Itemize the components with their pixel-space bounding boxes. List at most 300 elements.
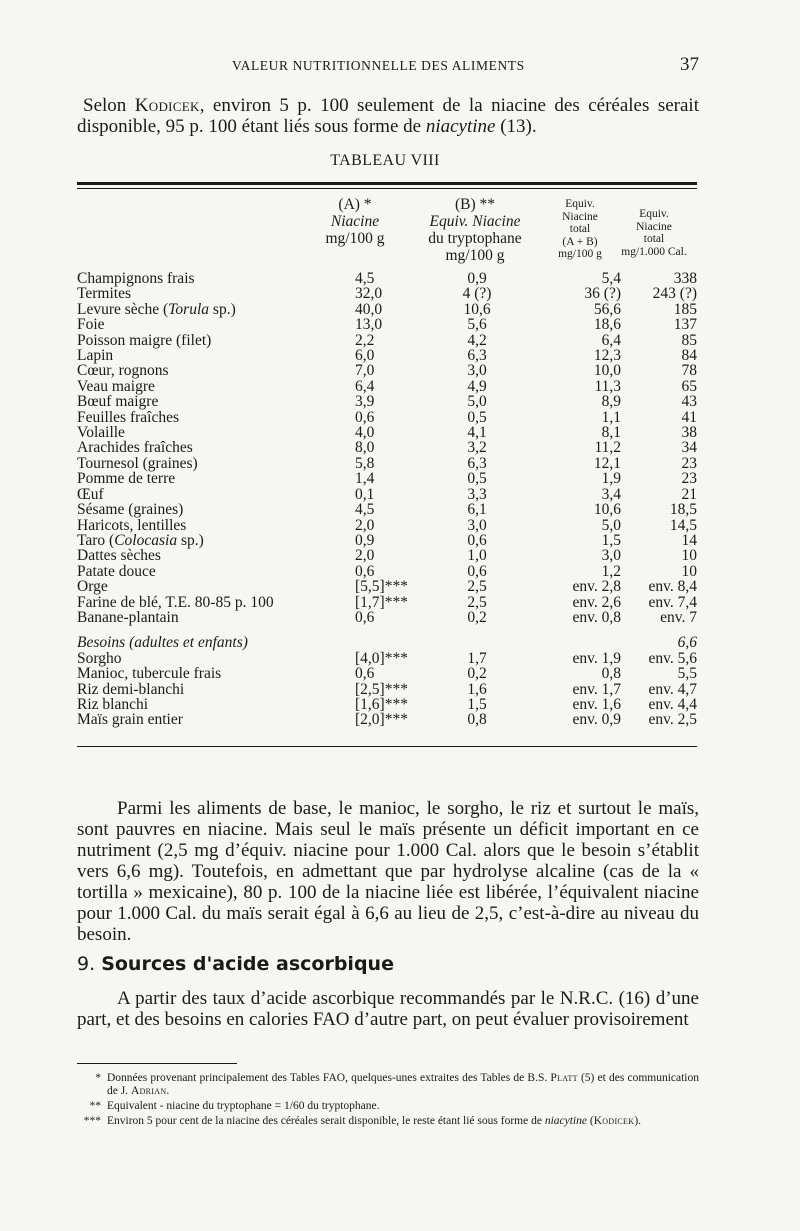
running-title: VALEUR NUTRITIONNELLE DES ALIMENTS <box>232 58 525 73</box>
value-a: 1,4 <box>355 470 375 488</box>
row-name-pre: Levure sèche ( <box>77 300 169 318</box>
row-name: Orge <box>77 578 108 596</box>
value-a: 8,0 <box>355 439 375 457</box>
footnote-3-text: Environ 5 pour cent de la niacine des céréales serait disponible, le reste étant lié sous forme de <box>107 1115 545 1127</box>
cell-d <box>621 533 697 548</box>
cell-c <box>537 579 621 594</box>
value-a: [2,0]*** <box>355 711 408 729</box>
cell-c <box>537 471 621 486</box>
cell-a <box>315 595 417 610</box>
row-name: Œuf <box>77 485 104 503</box>
table-row <box>77 302 697 317</box>
value-a: 4,5 <box>355 270 375 287</box>
value-a: 0,1 <box>355 485 375 503</box>
cell-b <box>417 564 537 579</box>
cell-food <box>77 379 315 394</box>
col-b-line4: mg/100 g <box>445 247 505 264</box>
value-c: 0,8 <box>601 665 621 683</box>
intro-suffix: (13). <box>495 116 537 137</box>
value-b: 0,5 <box>467 470 487 488</box>
cell-b <box>417 348 537 363</box>
cell-food <box>77 564 315 579</box>
col-a-line3: mg/100 g <box>325 230 385 247</box>
value-b: 4,2 <box>467 331 487 349</box>
cell-food <box>77 425 315 440</box>
table-row <box>77 533 697 548</box>
value-a: 40,0 <box>355 300 383 318</box>
value-b: 6,1 <box>467 501 487 519</box>
intro-middle: , environ 5 p. 100 seulement de la niacine des céréales serait disponible, 95 p. 100 étant liés sous forme de <box>77 95 699 137</box>
cell-b <box>417 410 537 425</box>
cell-a <box>315 666 417 681</box>
cell-d <box>621 502 697 517</box>
value-c: 12,3 <box>593 347 621 365</box>
cell-food <box>77 317 315 332</box>
cell-d <box>621 697 697 712</box>
row-name: Champignons frais <box>77 270 195 287</box>
value-d: 23 <box>681 470 697 488</box>
cell-a <box>315 487 417 502</box>
besoins-value: 6,6 <box>677 634 697 652</box>
cell-b <box>417 666 537 681</box>
cell-b <box>417 471 537 486</box>
cell-food <box>77 410 315 425</box>
cell-c <box>537 425 621 440</box>
table-bottom-rule <box>77 746 697 747</box>
table-row <box>77 425 697 440</box>
cell-d <box>621 518 697 533</box>
cell-a <box>315 302 417 317</box>
value-b: 3,0 <box>467 516 487 534</box>
footnote-3-mid: ( <box>586 1115 594 1127</box>
cell-d <box>621 363 697 378</box>
value-a: [1,7]*** <box>355 593 408 611</box>
table-row <box>77 348 697 363</box>
paragraph-mais-text: Parmi les aliments de base, le manioc, le sorgho, le riz et surtout le maïs, sont pauvres en niacine. Mais seul le maïs présente un déficit important en ce nutriment (2,5 mg d’équiv. niacine pour 1.000 Cal. alors que le besoin s’établit vers 6,6 mg). Toutefois, en admettant que par hydrolyse alcaline (cas de la « tortilla » mexicaine), 80 p. 100 de la niacine liée est libérée, l’équivalent niacine pour 1.000 Cal. du maïs serait égal à 6,6 au lieu de 2,5, c’est-à-dire au niveau du besoin. <box>77 798 699 945</box>
cell-d <box>621 271 697 286</box>
value-c: 1,2 <box>601 562 621 580</box>
cell-food <box>77 348 315 363</box>
value-b: 4,9 <box>467 377 487 395</box>
col-b-line3: du tryptophane <box>428 230 522 247</box>
row-name-italic: Colocasia <box>114 531 178 549</box>
cell-d <box>621 595 697 610</box>
cell-c <box>537 533 621 548</box>
cell-c <box>537 712 621 727</box>
cell-food <box>77 595 315 610</box>
footnote-3 <box>77 1115 699 1128</box>
row-name: Sorgho <box>77 649 122 667</box>
cell-b <box>417 548 537 563</box>
cell-d <box>621 610 697 625</box>
value-a: 0,9 <box>355 531 375 549</box>
cell-d <box>621 471 697 486</box>
value-c: env. 1,6 <box>572 695 621 713</box>
page-number: 37 <box>680 54 699 75</box>
value-d: 34 <box>681 439 697 457</box>
table-row <box>77 410 697 425</box>
row-name: Arachides fraîches <box>77 439 193 457</box>
value-d: env. 2,5 <box>648 711 697 729</box>
intro-term: niacytine <box>425 116 496 137</box>
cell-c <box>537 271 621 286</box>
cell-a <box>315 410 417 425</box>
cell-b <box>417 271 537 286</box>
value-c: 8,1 <box>601 424 621 442</box>
row-name: Volaille <box>77 424 125 442</box>
footnote-1-author2: Adrian <box>130 1085 167 1097</box>
value-c: env. 0,8 <box>572 608 621 626</box>
col-c-line3: total <box>569 223 591 235</box>
table-row <box>77 440 697 455</box>
table-row <box>77 487 697 502</box>
footnote-1 <box>77 1072 699 1098</box>
value-b: 3,2 <box>467 439 487 457</box>
value-d: 21 <box>681 485 697 503</box>
table-row <box>77 394 697 409</box>
cell-c <box>537 548 621 563</box>
value-b: 0,8 <box>467 711 487 729</box>
cell-d <box>621 487 697 502</box>
table-row <box>77 564 697 579</box>
cell-a <box>315 286 417 301</box>
value-a: 4,5 <box>355 501 375 519</box>
table-row <box>77 595 697 610</box>
row-name: Tournesol (graines) <box>77 454 198 472</box>
cell-b <box>417 579 537 594</box>
footnote-1-author1: Platt <box>550 1072 578 1084</box>
cell-a <box>315 502 417 517</box>
cell-c <box>537 502 621 517</box>
value-b: 0,6 <box>467 562 487 580</box>
value-c: 11,2 <box>594 439 621 457</box>
paragraph-ascorbique-text: A partir des taux d’acide ascorbique recommandés par le N.R.C. (16) d’une part, et des besoins en calories FAO d’autre part, on peut évaluer provisoirement <box>77 988 699 1030</box>
cell-c <box>537 286 621 301</box>
row-name: Patate douce <box>77 562 156 580</box>
cell-b <box>417 502 537 517</box>
value-a: [2,5]*** <box>355 680 408 698</box>
cell-c <box>537 394 621 409</box>
cell-food <box>77 533 315 548</box>
table-row <box>77 317 697 332</box>
col-header-c <box>540 198 620 261</box>
value-a: 7,0 <box>355 362 375 380</box>
value-c: env. 0,9 <box>572 711 621 729</box>
cell-b <box>417 379 537 394</box>
cell-a <box>315 394 417 409</box>
value-d: env. 4,7 <box>648 680 697 698</box>
value-d: 10 <box>681 562 697 580</box>
value-a: 3,9 <box>355 393 375 411</box>
cell-d <box>621 379 697 394</box>
value-d: env. 7 <box>660 608 697 626</box>
value-b: 1,7 <box>467 649 487 667</box>
cell-food <box>77 394 315 409</box>
value-b: 6,3 <box>467 454 487 472</box>
value-d: 14 <box>681 531 697 549</box>
value-d: 338 <box>673 270 697 287</box>
value-d: 185 <box>673 300 697 318</box>
value-d: 137 <box>673 316 697 334</box>
col-d-line3: total <box>643 233 665 245</box>
cell-c <box>537 564 621 579</box>
value-b: 3,3 <box>467 485 487 503</box>
row-name: Veau maigre <box>77 377 155 395</box>
cell-food <box>77 579 315 594</box>
value-c: 56,6 <box>593 300 621 318</box>
cell-d <box>621 333 697 348</box>
value-d: env. 4,4 <box>648 695 697 713</box>
value-a: [1,6]*** <box>355 695 408 713</box>
col-c-line5: mg/100 g <box>558 248 602 260</box>
cell-c <box>537 697 621 712</box>
row-name-pre: Taro ( <box>77 531 115 549</box>
besoins-row <box>77 635 697 650</box>
cell-d <box>621 456 697 471</box>
cell-food <box>77 471 315 486</box>
section-title: Sources d'acide ascorbique <box>101 953 394 975</box>
cell-c <box>537 456 621 471</box>
col-a-line2: Niacine <box>330 213 380 230</box>
cell-c <box>537 348 621 363</box>
value-c: 1,9 <box>601 470 621 488</box>
row-name: Foie <box>77 316 105 334</box>
cell-d <box>621 348 697 363</box>
cell-food <box>77 610 315 625</box>
cell-a <box>315 697 417 712</box>
table-body-2 <box>77 651 697 728</box>
cell-c <box>537 651 621 666</box>
table-row <box>77 456 697 471</box>
value-b: 0,6 <box>467 531 487 549</box>
row-name: Poisson maigre (filet) <box>77 331 212 349</box>
niacine-table <box>77 271 697 728</box>
cell-a <box>315 651 417 666</box>
value-c: 1,1 <box>601 408 621 426</box>
value-a: 32,0 <box>355 285 383 303</box>
table-row <box>77 502 697 517</box>
value-b: 6,3 <box>467 347 487 365</box>
cell-food <box>77 286 315 301</box>
cell-food <box>77 487 315 502</box>
value-a: 2,2 <box>355 331 375 349</box>
value-d: env. 8,4 <box>648 578 697 596</box>
row-name: Dattes sèches <box>77 547 161 565</box>
cell-food <box>77 712 315 727</box>
cell-d <box>621 410 697 425</box>
footnote-mark: * <box>95 1072 101 1084</box>
value-b: 3,0 <box>467 362 487 380</box>
value-d: 18,5 <box>669 501 697 519</box>
cell-a <box>315 682 417 697</box>
value-b: 4 (?) <box>462 285 492 303</box>
col-c-line4: (A + B) <box>562 235 598 248</box>
row-name: Lapin <box>77 347 114 365</box>
value-a: 0,6 <box>355 665 375 683</box>
paragraph-ascorbique <box>77 988 699 1030</box>
cell-c <box>537 333 621 348</box>
table-row <box>77 333 697 348</box>
value-c: 3,0 <box>601 547 621 565</box>
value-c: 18,6 <box>593 316 621 334</box>
value-c: env. 2,6 <box>572 593 621 611</box>
table-row <box>77 379 697 394</box>
value-d: 84 <box>681 347 697 365</box>
besoins-label: Besoins (adultes et enfants) <box>77 634 248 652</box>
value-b: 2,5 <box>467 578 487 596</box>
cell-a <box>315 579 417 594</box>
footnote-rule <box>77 1063 237 1064</box>
value-b: 1,6 <box>467 680 487 698</box>
value-b: 4,1 <box>467 424 487 442</box>
value-c: 5,0 <box>601 516 621 534</box>
row-name: Farine de blé, T.E. 80-85 p. 100 <box>77 593 274 611</box>
value-b: 5,6 <box>467 316 487 334</box>
value-d: env. 5,6 <box>648 649 697 667</box>
table-row <box>77 363 697 378</box>
footnote-3-end: ). <box>634 1115 642 1127</box>
cell-food <box>77 271 315 286</box>
cell-b <box>417 425 537 440</box>
paragraph-mais <box>77 798 699 945</box>
col-c-line1: Equiv. <box>565 198 595 210</box>
value-b: 10,6 <box>463 300 491 318</box>
value-a: 2,0 <box>355 547 375 565</box>
value-b: 0,5 <box>467 408 487 426</box>
table-row <box>77 610 697 625</box>
row-name-post: sp.) <box>177 531 204 549</box>
col-b-line1: (B) ** <box>454 196 496 213</box>
cell-d <box>621 317 697 332</box>
row-name: Riz demi-blanchi <box>77 680 185 698</box>
col-d-line1: Equiv. <box>639 208 669 220</box>
table-body-1 <box>77 271 697 625</box>
col-d-line4: mg/1.000 Cal. <box>621 245 687 258</box>
cell-d <box>621 302 697 317</box>
cell-b <box>417 610 537 625</box>
value-c: 6,4 <box>601 331 621 349</box>
cell-c <box>537 518 621 533</box>
cell-d <box>621 564 697 579</box>
table-row <box>77 548 697 563</box>
cell-b <box>417 712 537 727</box>
cell-a <box>315 363 417 378</box>
cell-c <box>537 363 621 378</box>
footnote-1-mid: (5) et des communication de J. <box>107 1072 700 1097</box>
cell-b <box>417 518 537 533</box>
table-row <box>77 286 697 301</box>
row-name: Pomme de terre <box>77 470 176 488</box>
footnote-mark: *** <box>83 1115 101 1127</box>
value-d: 85 <box>681 331 697 349</box>
cell-b <box>417 440 537 455</box>
footnotes <box>77 1072 699 1130</box>
value-d: 38 <box>681 424 697 442</box>
cell-b <box>417 333 537 348</box>
value-b: 5,0 <box>467 393 487 411</box>
cell-d <box>621 394 697 409</box>
row-name: Haricots, lentilles <box>77 516 187 534</box>
value-c: 11,3 <box>594 377 621 395</box>
footnote-3-term: niacytine <box>544 1115 587 1127</box>
cell-b <box>417 456 537 471</box>
footnote-2 <box>77 1100 699 1113</box>
cell-d <box>621 666 697 681</box>
value-d: 10 <box>681 547 697 565</box>
footnote-3-author: Kodicek <box>593 1115 635 1127</box>
table-row <box>77 518 697 533</box>
cell-food <box>77 548 315 563</box>
col-header-d <box>614 208 694 258</box>
cell-b <box>417 595 537 610</box>
row-name: Manioc, tubercule frais <box>77 665 222 683</box>
value-a: 2,0 <box>355 516 375 534</box>
cell-b <box>417 487 537 502</box>
value-c: env. 1,7 <box>572 680 621 698</box>
footnote-mark: ** <box>89 1100 101 1112</box>
cell-food <box>77 502 315 517</box>
value-a: 0,6 <box>355 608 375 626</box>
cell-food <box>77 697 315 712</box>
row-name: Maïs grain entier <box>77 711 183 729</box>
cell-food <box>77 666 315 681</box>
table-row <box>77 471 697 486</box>
cell-a <box>315 471 417 486</box>
cell-food <box>77 518 315 533</box>
cell-a <box>315 548 417 563</box>
cell-food <box>77 682 315 697</box>
cell-c <box>537 682 621 697</box>
cell-a <box>315 533 417 548</box>
value-a: 0,6 <box>355 562 375 580</box>
value-a: 6,0 <box>355 347 375 365</box>
value-a: 4,0 <box>355 424 375 442</box>
cell-d <box>621 579 697 594</box>
col-a-line1: (A) * <box>338 196 372 213</box>
cell-a <box>315 610 417 625</box>
cell-c <box>537 440 621 455</box>
value-a: [5,5]*** <box>355 578 408 596</box>
cell-food <box>77 456 315 471</box>
cell-food <box>77 333 315 348</box>
value-d: 243 (?) <box>652 285 697 303</box>
value-b: 1,5 <box>467 695 487 713</box>
cell-c <box>537 302 621 317</box>
cell-food <box>77 363 315 378</box>
value-c: 8,9 <box>601 393 621 411</box>
table-title: TABLEAU VIII <box>330 152 440 169</box>
intro-prefix: Selon <box>83 95 135 116</box>
row-name: Riz blanchi <box>77 695 149 713</box>
value-a: 5,8 <box>355 454 375 472</box>
intro-author: Kodicek <box>134 95 200 116</box>
col-b-line2: Equiv. Niacine <box>429 213 521 230</box>
value-b: 0,2 <box>467 608 487 626</box>
cell-b <box>417 697 537 712</box>
value-b: 0,2 <box>467 665 487 683</box>
section-heading <box>77 953 394 975</box>
cell-c <box>537 487 621 502</box>
value-c: 12,1 <box>593 454 621 472</box>
table-besoins <box>77 625 697 650</box>
cell-b <box>417 317 537 332</box>
cell-a <box>315 456 417 471</box>
value-d: 5,5 <box>677 665 697 683</box>
cell-b <box>417 302 537 317</box>
cell-d <box>621 712 697 727</box>
cell-a <box>315 333 417 348</box>
cell-a <box>315 379 417 394</box>
